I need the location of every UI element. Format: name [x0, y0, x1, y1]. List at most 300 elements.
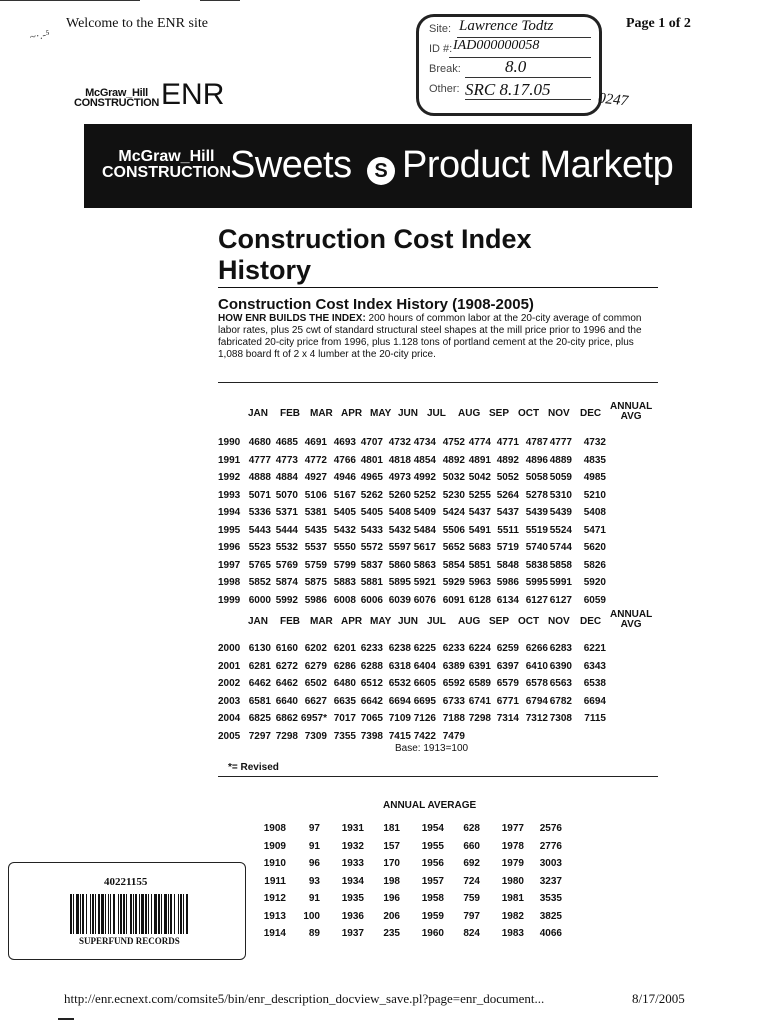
barcode-bar: [95, 894, 96, 934]
month-value-cell: 5260: [388, 489, 411, 501]
banner-mcgraw-hill-logo: [102, 149, 231, 181]
annual-avg-cell: 5620: [583, 542, 606, 554]
annual-avg-cell: 759: [463, 893, 480, 905]
month-value-cell: 6694: [388, 695, 411, 707]
section-divider: [218, 382, 658, 383]
month-value-cell: 7422: [413, 730, 436, 742]
annual-avg-cell: 170: [383, 858, 400, 870]
scan-edge-line: [200, 0, 240, 1]
month-value-cell: 5042: [468, 472, 491, 484]
month-value-cell: 6605: [413, 678, 436, 690]
barcode-bar: [76, 894, 79, 934]
month-value-cell: 5439: [549, 507, 572, 519]
month-value-cell: 5524: [549, 524, 572, 536]
month-header-8: SEP: [489, 408, 510, 419]
annual-avg-cell: 6694: [583, 695, 606, 707]
annual-avg-cell: 5826: [583, 559, 606, 571]
month-value-cell: 5992: [275, 594, 298, 606]
month-value-cell: 5929: [442, 577, 465, 589]
month-value-cell: 5854: [442, 559, 465, 571]
year-cell: 1958: [421, 893, 444, 905]
annual-avg-cell: 2776: [539, 840, 562, 852]
annual-avg-header-line-2: AVG: [620, 411, 642, 422]
month-header-4: MAY: [370, 616, 392, 627]
logo-line-1: McGraw_Hill: [85, 87, 148, 99]
table-row: [218, 522, 606, 540]
annual-avg-cell: 91: [308, 840, 320, 852]
annual-avg-cell: [572, 728, 606, 746]
year-cell: 1932: [341, 840, 364, 852]
month-value-cell: 5432: [388, 524, 411, 536]
annual-avg-header-line-2: AVG: [620, 619, 642, 630]
banner-logo-line-1: McGraw_Hill: [118, 148, 215, 165]
month-value-cell: 5523: [248, 542, 271, 554]
month-value-cell: 6076: [413, 594, 436, 606]
annual-avg-cell: 6059: [583, 594, 606, 606]
banner-logo-line-2: CONSTRUCTION: [102, 164, 231, 181]
annual-avg-cell: 4732: [583, 437, 606, 449]
month-value-cell: 6589: [468, 678, 491, 690]
month-value-cell: 4766: [333, 454, 356, 466]
month-value-cell: 7308: [549, 713, 572, 725]
month-value-cell: 5167: [333, 489, 356, 501]
month-value-cell: 5875: [304, 577, 327, 589]
index-description-label: HOW ENR BUILDS THE INDEX:: [218, 313, 366, 324]
month-value-cell: 5336: [248, 507, 271, 519]
month-value-cell: 5484: [413, 524, 436, 536]
month-value-cell: 4892: [496, 454, 519, 466]
barcode-bar: [86, 894, 87, 934]
month-value-cell: [519, 728, 548, 746]
stamp-id-value: IAD000000058: [453, 38, 540, 53]
month-value-cell: 4889: [549, 454, 572, 466]
table-row: [218, 710, 606, 728]
enr-logo: [74, 78, 225, 111]
month-value-cell: 6279: [304, 660, 327, 672]
annual-avg-cell: 797: [463, 910, 480, 922]
month-value-cell: [491, 728, 519, 746]
year-cell: 1990: [218, 437, 241, 449]
superfund-barcode: [70, 894, 188, 934]
annual-avg-cell: 6538: [583, 678, 606, 690]
annual-avg-cell: 4835: [583, 454, 606, 466]
scan-edge-line: [0, 0, 140, 1]
month-value-cell: 5652: [442, 542, 465, 554]
annual-avg-cell: 4066: [539, 928, 562, 940]
month-value-cell: 6160: [275, 643, 298, 655]
month-value-cell: 5883: [333, 577, 356, 589]
year-cell: 2004: [218, 713, 241, 725]
month-value-cell: 5070: [275, 489, 298, 501]
annual-average-title: ANNUAL AVERAGE: [383, 800, 477, 811]
month-value-cell: 5683: [468, 542, 491, 554]
month-value-cell: 4946: [333, 472, 356, 484]
year-cell: 1955: [421, 840, 444, 852]
annual-avg-cell: 5920: [583, 577, 606, 589]
month-value-cell: 6462: [275, 678, 298, 690]
barcode-bar: [98, 894, 100, 934]
month-value-cell: 5439: [525, 507, 548, 519]
month-value-cell: 6390: [549, 660, 572, 672]
month-value-cell: 5511: [497, 524, 519, 536]
month-value-cell: 4891: [468, 454, 491, 466]
month-value-cell: 5371: [275, 507, 298, 519]
month-value-cell: 6462: [248, 678, 271, 690]
month-value-cell: 7398: [360, 730, 383, 742]
month-value-cell: 7312: [525, 713, 548, 725]
annual-avg-cell: 5210: [583, 489, 606, 501]
month-value-cell: 7355: [333, 730, 356, 742]
section-divider: [218, 776, 658, 777]
month-value-cell: 5572: [360, 542, 383, 554]
month-value-cell: 4896: [525, 454, 548, 466]
month-value-cell: 5310: [549, 489, 572, 501]
month-value-cell: 6578: [525, 678, 548, 690]
annual-avg-cell: 206: [383, 910, 400, 922]
month-header-2: MAR: [310, 616, 333, 627]
barcode-bar: [82, 894, 84, 934]
month-value-cell: 5071: [248, 489, 271, 501]
month-value-cell: 5435: [304, 524, 327, 536]
annual-avg-cell: 628: [463, 823, 480, 835]
month-value-cell: 7415: [388, 730, 411, 742]
annual-avg-cell: 198: [383, 875, 400, 887]
page-indicator: Page 1 of 2: [626, 16, 691, 31]
month-value-cell: 5617: [413, 542, 436, 554]
year-cell: 1992: [218, 472, 241, 484]
month-value-cell: 5963: [468, 577, 491, 589]
welcome-text: Welcome to the ENR site: [66, 16, 208, 31]
month-value-cell: 6272: [275, 660, 298, 672]
month-header-8: SEP: [489, 616, 510, 627]
stamp-other-label: Other:: [429, 83, 460, 95]
barcode-bar: [130, 894, 132, 934]
month-value-cell: 4752: [442, 437, 465, 449]
page-title: [218, 224, 532, 286]
barcode-bar: [105, 894, 106, 934]
month-value-cell: 6286: [333, 660, 356, 672]
annual-avg-cell: 3237: [539, 875, 562, 887]
month-value-cell: 7065: [360, 713, 383, 725]
month-header-9: OCT: [518, 616, 540, 627]
stamp-site-label: Site:: [429, 23, 452, 35]
month-value-cell: 6008: [333, 594, 356, 606]
month-header-7: AUG: [458, 616, 481, 627]
month-value-cell: 7126: [413, 713, 436, 725]
barcode-bar: [174, 894, 175, 934]
month-value-cell: 6006: [360, 594, 383, 606]
table-row: [218, 640, 606, 658]
table-row: [218, 557, 606, 575]
year-cell: 1935: [341, 893, 364, 905]
year-cell: 1934: [341, 875, 364, 887]
barcode-bar: [110, 894, 111, 934]
title-divider: [218, 287, 658, 288]
month-value-cell: 4884: [275, 472, 298, 484]
stamp-site-value: Lawrence Todtz: [459, 18, 554, 34]
year-cell: 1979: [501, 858, 524, 870]
month-value-cell: 5765: [248, 559, 271, 571]
table-row: [256, 890, 562, 908]
month-value-cell: 6404: [413, 660, 436, 672]
year-cell: 1978: [501, 840, 524, 852]
year-cell: 1980: [501, 875, 524, 887]
month-value-cell: 4973: [388, 472, 411, 484]
table-row: [218, 574, 606, 592]
scan-mark: [58, 1018, 74, 1020]
barcode-bar: [186, 894, 188, 934]
month-value-cell: 5881: [360, 577, 383, 589]
month-value-cell: 5437: [496, 507, 519, 519]
barcode-bar: [151, 894, 152, 934]
month-value-cell: 6733: [442, 695, 465, 707]
year-cell: 1983: [501, 928, 524, 940]
barcode-bar: [80, 894, 81, 934]
barcode-bar: [92, 894, 94, 934]
table-row: [218, 539, 606, 557]
superfund-number: 40221155: [104, 876, 148, 888]
annual-avg-cell: 4985: [583, 472, 606, 484]
annual-average-table: [256, 820, 562, 943]
page-title-line-1: Construction Cost Index: [218, 224, 532, 254]
month-value-cell: 7479: [442, 730, 465, 742]
annual-avg-cell: 196: [383, 893, 400, 905]
site-id-stamp: [416, 14, 602, 116]
month-value-cell: 4854: [413, 454, 436, 466]
month-value-cell: 6512: [360, 678, 383, 690]
month-value-cell: 6862: [275, 713, 298, 725]
year-cell: 1912: [263, 893, 286, 905]
month-value-cell: 6128: [468, 594, 491, 606]
month-header-9: OCT: [518, 408, 540, 419]
table-row: [256, 873, 562, 891]
month-value-cell: 6782: [549, 695, 572, 707]
month-value-cell: 5851: [468, 559, 491, 571]
month-value-cell: 5532: [275, 542, 298, 554]
month-value-cell: 6039: [388, 594, 411, 606]
month-value-cell: 6391: [468, 660, 491, 672]
table-row: [218, 658, 606, 676]
month-value-cell: 6825: [248, 713, 271, 725]
year-cell: 1954: [421, 823, 444, 835]
base-note: Base: 1913=100: [395, 743, 469, 754]
month-value-cell: 6771: [496, 695, 519, 707]
month-value-cell: 6238: [388, 643, 411, 655]
annual-avg-cell: 181: [383, 823, 400, 835]
index-description-text: 200 hours of common labor at the 20-city average of common labor rates, plus 25 cwt of standard structural steel shapes at the mill price prior to 1996 and the fabricated 20-city price from 1996, plus 1.128 tons of portland cement at the 20-city price, plus 1,088 board ft of 2 x 4 lumber at the 20-city price.: [218, 313, 642, 360]
annual-avg-cell: 5408: [583, 507, 606, 519]
barcode-bar: [168, 894, 169, 934]
month-value-cell: 7298: [275, 730, 298, 742]
table-row: [218, 675, 606, 693]
month-value-cell: 4787: [525, 437, 548, 449]
month-value-cell: 5405: [333, 507, 356, 519]
barcode-bar: [158, 894, 160, 934]
year-cell: 2003: [218, 695, 241, 707]
month-value-cell: 5986: [304, 594, 327, 606]
month-value-cell: 5264: [496, 489, 519, 501]
month-value-cell: 5769: [275, 559, 298, 571]
sweets-s-icon: S: [367, 157, 395, 185]
year-cell: 1959: [421, 910, 444, 922]
barcode-bar: [126, 894, 127, 934]
annual-avg-cell: 824: [463, 928, 480, 940]
month-value-cell: 5837: [360, 559, 383, 571]
month-value-cell: 5252: [413, 489, 436, 501]
month-header-3: APR: [341, 408, 363, 419]
month-value-cell: 6502: [304, 678, 327, 690]
annual-avg-cell: 89: [308, 928, 320, 940]
barcode-bar: [120, 894, 122, 934]
month-value-cell: 5597: [388, 542, 411, 554]
year-cell: 1999: [218, 594, 241, 606]
month-header-10: NOV: [548, 616, 570, 627]
month-header-6: JUL: [427, 408, 446, 419]
month-value-cell: 5432: [333, 524, 356, 536]
month-value-cell: 4965: [360, 472, 383, 484]
year-cell: 2000: [218, 643, 241, 655]
month-value-cell: 5059: [549, 472, 572, 484]
table-row: [218, 434, 606, 452]
table-row: [218, 487, 606, 505]
barcode-bar: [108, 894, 109, 934]
year-cell: 1996: [218, 542, 241, 554]
month-value-cell: 6592: [442, 678, 465, 690]
annual-avg-cell: 97: [308, 823, 320, 835]
month-value-cell: 5995: [525, 577, 548, 589]
month-value-cell: 5719: [496, 542, 519, 554]
table-row: [256, 855, 562, 873]
table-row: [218, 452, 606, 470]
month-value-cell: 6233: [442, 643, 465, 655]
month-value-cell: 4732: [388, 437, 411, 449]
table-row: [218, 592, 606, 610]
month-value-cell: 4693: [333, 437, 356, 449]
month-value-cell: 6233: [360, 643, 383, 655]
month-value-cell: 5921: [413, 577, 436, 589]
annual-avg-header-line-1: ANNUAL: [610, 609, 653, 620]
month-value-cell: 5895: [388, 577, 411, 589]
month-value-cell: 4777: [248, 454, 271, 466]
year-cell: 1908: [263, 823, 286, 835]
scan-scribble: ~·.-⁵: [29, 28, 51, 44]
month-value-cell: 6627: [304, 695, 327, 707]
mcgraw-hill-logo: [74, 88, 159, 108]
month-header-11: DEC: [580, 408, 602, 419]
month-value-cell: 5537: [304, 542, 327, 554]
barcode-bar: [113, 894, 115, 934]
month-header-0: JAN: [248, 408, 269, 419]
year-cell: 1937: [341, 928, 364, 940]
month-value-cell: 4892: [442, 454, 465, 466]
month-value-cell: 6389: [442, 660, 465, 672]
year-cell: 1909: [263, 840, 286, 852]
barcode-bar: [164, 894, 167, 934]
barcode-bar: [90, 894, 91, 934]
annual-avg-cell: 7115: [584, 713, 606, 725]
month-value-cell: 6642: [360, 695, 383, 707]
year-cell: 1957: [421, 875, 444, 887]
month-value-cell: 5058: [525, 472, 548, 484]
month-value-cell: 5874: [275, 577, 298, 589]
month-value-cell: 6127: [549, 594, 572, 606]
stamp-rule: [465, 77, 591, 78]
month-header-6: JUL: [427, 616, 446, 627]
month-value-cell: 5491: [468, 524, 491, 536]
table-row: [218, 504, 606, 522]
barcode-bar: [180, 894, 182, 934]
month-header-7: AUG: [458, 408, 481, 419]
month-value-cell: 6224: [468, 643, 491, 655]
month-value-cell: 5744: [549, 542, 572, 554]
annual-avg-cell: 6221: [583, 643, 606, 655]
month-header-1: FEB: [280, 408, 300, 419]
stamp-other-value: SRC 8.17.05: [465, 80, 551, 99]
annual-avg-cell: 3535: [539, 893, 562, 905]
table-row: [256, 925, 562, 943]
month-value-cell: 5255: [468, 489, 491, 501]
year-cell: 1933: [341, 858, 364, 870]
annual-avg-cell: 235: [383, 928, 400, 940]
month-value-cell: 5986: [496, 577, 519, 589]
annual-avg-cell: 724: [463, 875, 480, 887]
month-value-cell: 7109: [388, 713, 411, 725]
year-cell: 1936: [341, 910, 364, 922]
month-value-cell: 4772: [304, 454, 327, 466]
month-value-cell: 5852: [248, 577, 271, 589]
month-value-cell: 5550: [333, 542, 356, 554]
barcode-bar: [148, 894, 149, 934]
year-cell: 2001: [218, 660, 241, 672]
annual-avg-cell: 660: [463, 840, 480, 852]
month-value-cell: 4992: [413, 472, 436, 484]
barcode-bar: [145, 894, 147, 934]
barcode-bar: [154, 894, 157, 934]
month-value-cell: 6532: [388, 678, 411, 690]
table-row: [256, 820, 562, 838]
month-value-cell: 6695: [413, 695, 436, 707]
month-value-cell: 5408: [388, 507, 411, 519]
month-header-0: JAN: [248, 616, 269, 627]
month-value-cell: 6201: [333, 643, 356, 655]
barcode-bar: [123, 894, 125, 934]
stamp-rule: [465, 99, 591, 100]
table-row: [218, 693, 606, 711]
annual-avg-cell: 157: [383, 840, 400, 852]
barcode-bar: [70, 894, 72, 934]
month-value-cell: 6410: [525, 660, 548, 672]
month-header-3: APR: [341, 616, 363, 627]
month-value-cell: 4771: [496, 437, 519, 449]
banner-product-marketplace: Product Marketp: [402, 144, 674, 186]
revised-note: *= Revised: [228, 762, 279, 773]
month-value-cell: 6130: [248, 643, 271, 655]
month-value-cell: 6635: [333, 695, 356, 707]
table-row: [256, 838, 562, 856]
barcode-bar: [183, 894, 184, 934]
month-value-cell: 7297: [248, 730, 271, 742]
month-value-cell: 5032: [442, 472, 465, 484]
stamp-extra-note: 0247: [597, 90, 629, 110]
month-value-cell: 5405: [360, 507, 383, 519]
month-value-cell: 6259: [496, 643, 519, 655]
page-title-line-2: History: [218, 255, 312, 285]
annual-avg-cell: 2576: [539, 823, 562, 835]
annual-avg-cell: 5471: [583, 524, 606, 536]
month-value-cell: 4691: [304, 437, 327, 449]
article-subtitle: Construction Cost Index History (1908-2005): [218, 296, 534, 313]
barcode-bar: [139, 894, 140, 934]
